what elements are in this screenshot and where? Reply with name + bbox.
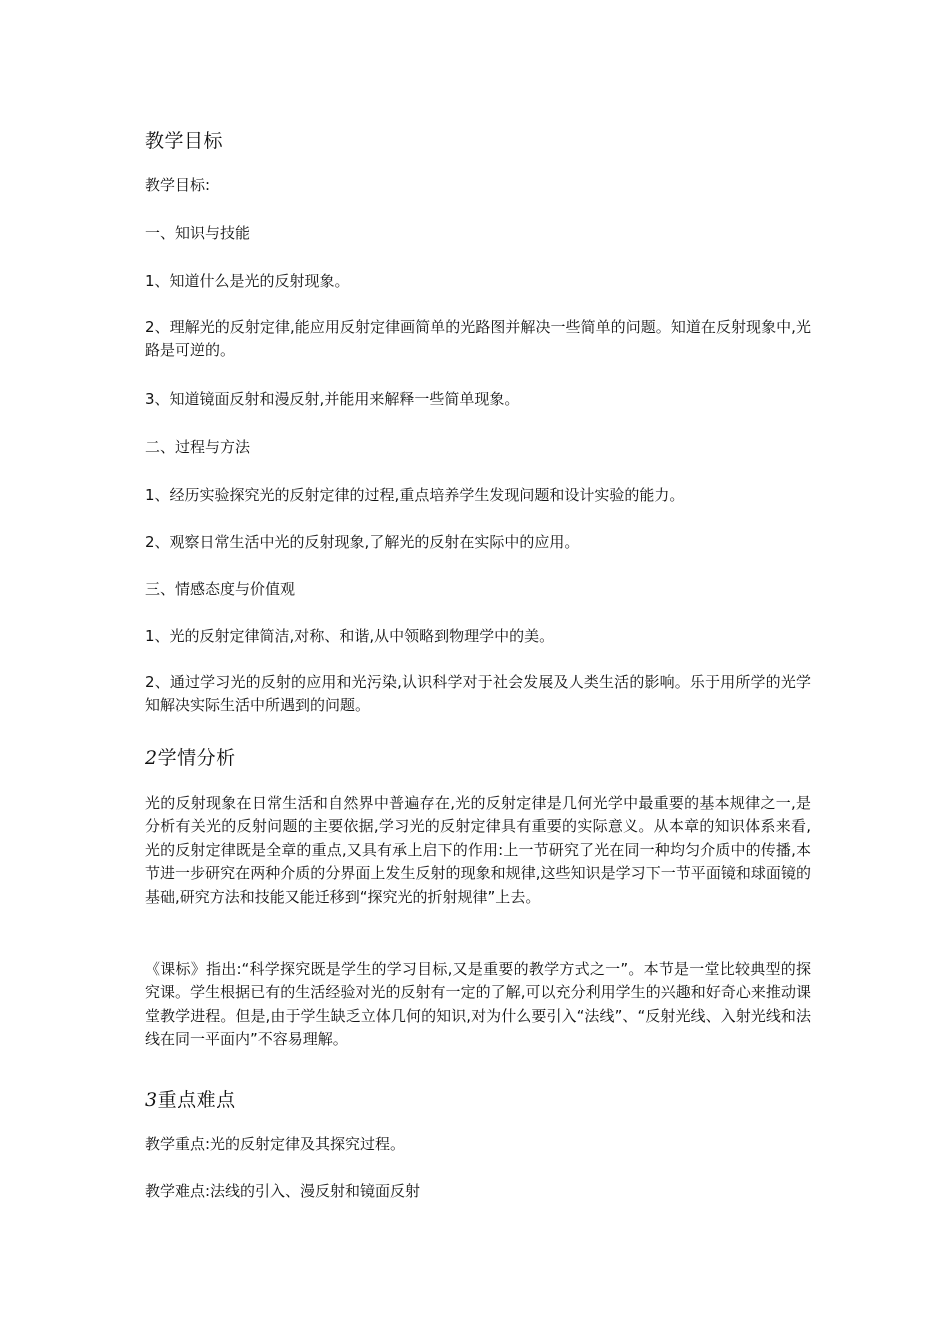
attitude-item-2: 2、通过学习光的反射的应用和光污染,认识科学对于社会发展及人类生活的影响。乐于用所学的光学知解决实际生活中所遇到的问题。	[145, 673, 811, 715]
section-heading-knowledge: 一、知识与技能	[145, 224, 251, 242]
teaching-focus: 教学重点:光的反射定律及其探究过程。	[145, 1135, 406, 1153]
page-title: 教学目标	[145, 130, 224, 152]
section-heading-analysis	[145, 743, 811, 770]
section-heading-process: 二、过程与方法	[145, 438, 251, 456]
analysis-heading-text: 学情分析	[157, 747, 236, 769]
process-item-2: 2、观察日常生活中光的反射现象,了解光的反射在实际中的应用。	[145, 533, 580, 551]
process-item-1: 1、经历实验探究光的反射定律的过程,重点培养学生发现问题和设计实验的能力。	[145, 486, 685, 504]
analysis-paragraph-1: 光的反射现象在日常生活和自然界中普遍存在,光的反射定律是几何光学中最重要的基本规律之一,是分析有关光的反射问题的主要依据,学习光的反射定律具有重要的实际意义。从本章的知识体系来看,光的反射定律既是全章的重点,又具有承上启下的作用:上一节研究了光在同一种均匀介质中的传播,本节进一步研究在两种介质的分界面上发生反射的现象和规律,这些知识是学习下一节平面镜和球面镜的基础,研究方法和技能又能迁移到“探究光的折射规律”上去。	[145, 794, 811, 906]
attitude-item-1: 1、光的反射定律简洁,对称、和谐,从中领略到物理学中的美。	[145, 627, 555, 645]
section-heading-keypoints	[145, 1085, 811, 1112]
knowledge-item-1: 1、知道什么是光的反射现象。	[145, 272, 350, 290]
section-heading-attitude: 三、情感态度与价值观	[145, 580, 296, 598]
objectives-label: 教学目标:	[145, 176, 211, 194]
keypoints-number: 3	[145, 1089, 158, 1111]
teaching-difficulty: 教学难点:法线的引入、漫反射和镜面反射	[145, 1182, 421, 1200]
keypoints-heading-text: 重点难点	[157, 1089, 236, 1111]
analysis-number: 2	[145, 747, 158, 769]
analysis-paragraph-2: 《课标》指出:“科学探究既是学生的学习目标,又是重要的教学方式之一”。本节是一堂比较典型的探究课。学生根据已有的生活经验对光的反射有一定的了解,可以充分利用学生的兴趣和好奇心来推动课堂教学进程。但是,由于学生缺乏立体几何的知识,对为什么要引入“法线”、“反射光线、入射光线和法线在同一平面内”不容易理解。	[145, 960, 811, 1049]
knowledge-item-2: 2、理解光的反射定律,能应用反射定律画简单的光路图并解决一些简单的问题。知道在反射现象中,光路是可逆的。	[145, 318, 811, 360]
knowledge-item-3: 3、知道镜面反射和漫反射,并能用来解释一些简单现象。	[145, 390, 520, 408]
